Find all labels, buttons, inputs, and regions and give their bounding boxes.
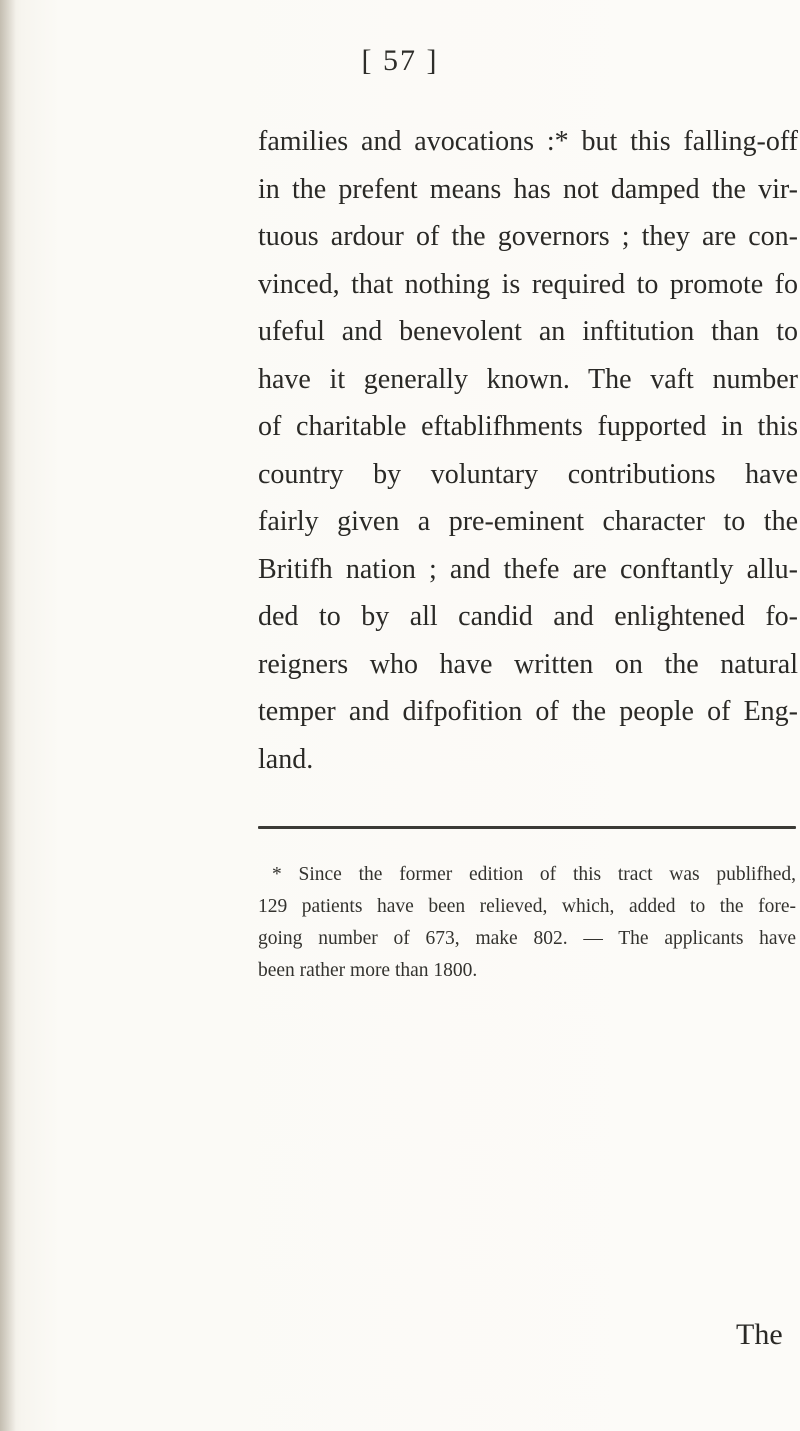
text-line: have it generally known. The vaft number — [258, 363, 798, 395]
text-line: temper and difpofition of the people of Eng- — [258, 696, 798, 727]
text-line: country by voluntary contributions have — [258, 458, 798, 490]
footnote-line: been rather more than 1800. — [258, 960, 478, 981]
body-text — [258, 118, 798, 783]
footnote — [258, 859, 796, 987]
text-line: families and avocations :* but this falling-off — [258, 126, 798, 157]
text-line: Britifh nation ; and thefe are conftantly allu- — [258, 553, 798, 585]
text-line: of charitable eftablifhments fupported in this — [258, 411, 798, 442]
footnote-rule — [258, 826, 796, 829]
text-line: tuous ardour of the governors ; they are con- — [258, 221, 798, 252]
text-line: in the prefent means has not damped the vir- — [258, 173, 798, 205]
footnote-line: 129 patients have been relieved, which, added to the fore- — [258, 896, 796, 917]
footnote-line: * Since the former edition of this tract was publifhed, — [272, 864, 796, 885]
text-line: ded to by all candid and enlightened fo- — [258, 601, 798, 632]
text-line: fairly given a pre-eminent character to the — [258, 506, 798, 537]
text-line: reigners who have written on the natural — [258, 648, 798, 680]
text-line: vinced, that nothing is required to promote fo — [258, 268, 798, 300]
footnote-line: going number of 673, make 802. — The applicants have — [258, 928, 796, 949]
catchword: The — [736, 1318, 783, 1351]
gutter-shadow — [0, 0, 16, 1431]
text-line: land. — [258, 743, 314, 775]
page-number: [ 57 ] — [361, 44, 439, 77]
text-line: ufeful and benevolent an inftitution than to — [258, 316, 798, 347]
